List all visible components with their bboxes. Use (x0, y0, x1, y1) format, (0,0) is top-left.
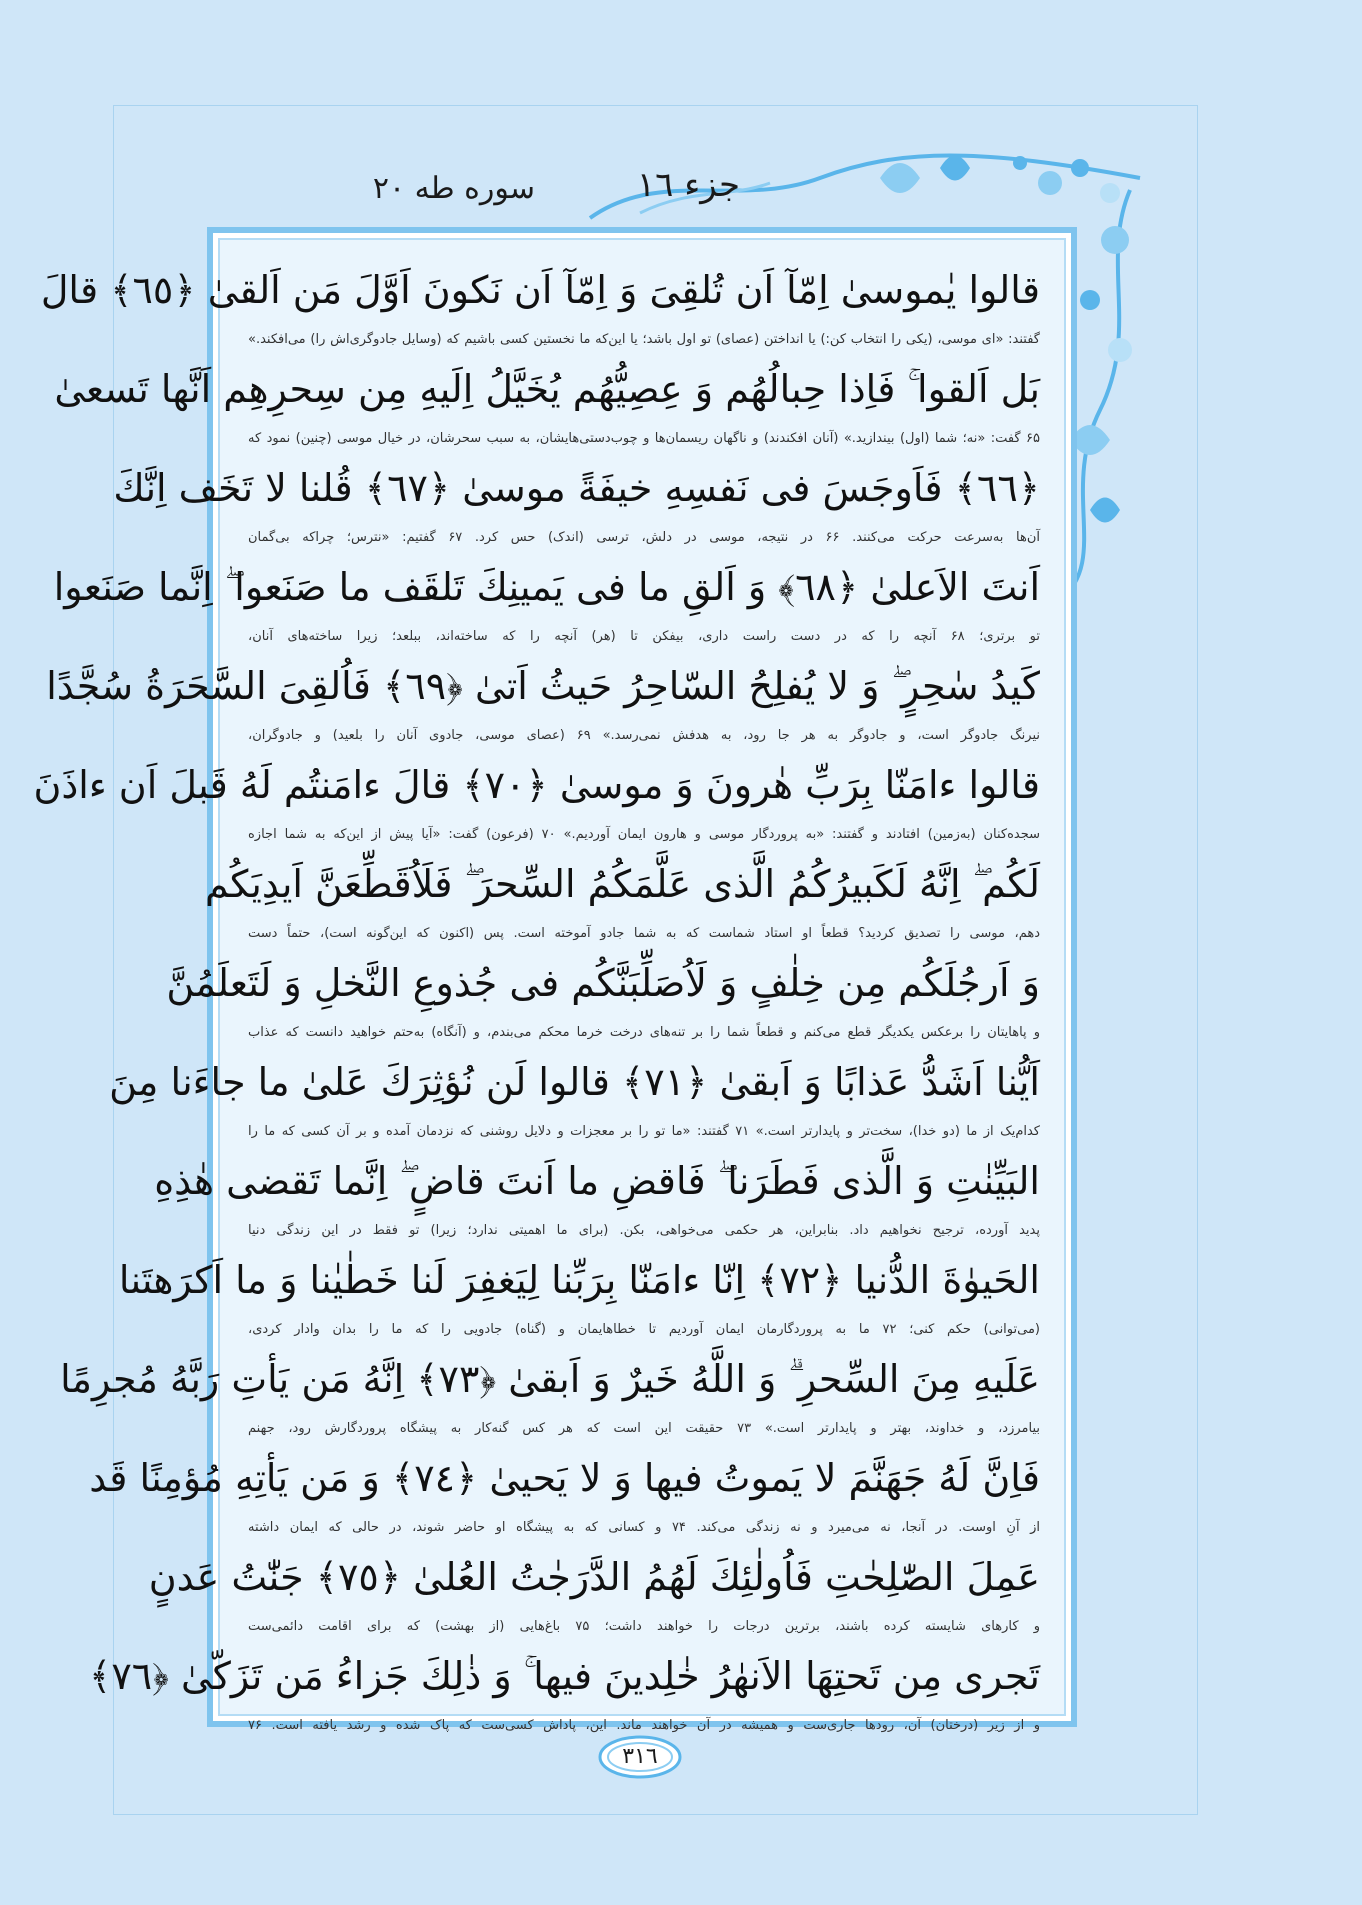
translation-text: از آنِ اوست. در آنجا، نه می‌میرد و نه زندگی می‌کند. ۷۴ و کسانی که به پیشگاه او حاضر شوند، در حالی که ایمان داشته (248, 1520, 1040, 1535)
translation-text: تو برتری؛ ۶۸ آنچه را که در دست راست داری، بیفکن تا (هر) آنچه را که ساخته‌اند، ببلعد؛ زیرا ساخته‌های آنان، (248, 629, 1040, 644)
verse-line (33, 757, 1040, 856)
translation-text: نیرنگ جادوگر است، و جادوگر به هر جا رود، به هدفش نمی‌رسد.» ۶۹ (عصای موسی، جادوی آنان را بلعید) و جادوگران، (248, 728, 1040, 743)
translation-text: بیامرزد، و خداوند، بهتر و پایدارتر است.» ۷۳ حقیقت این است که هر کس گنه‌کار به پیشگاه پروردگارش رود، جهنم (248, 1421, 1040, 1436)
arabic-text: اَيُّنا اَشَدُّ عَذابًا وَ اَبقىٰ ﴿٧١﴾ قالوا لَن نُؤثِرَكَ عَلىٰ ما جاءَنا مِنَ (109, 1060, 1040, 1104)
verse-line (89, 1648, 1040, 1747)
arabic-text: بَل اَلقوا ۚ فَاِذا حِبالُهُم وَ عِصِيُّهُم يُخَيَّلُ اِلَيهِ مِن سِحرِهِم اَنَّها تَسعىٰ (54, 367, 1040, 411)
translation-text: پدید آورده، ترجیح نخواهیم داد. بنابراین، هر حکمی می‌خواهی، بکن. (برای ما اهمیتی ندارد؛ زیرا) تو فقط در این زندگی دنیا (248, 1223, 1040, 1238)
arabic-text: البَيِّنٰتِ وَ الَّذى فَطَرَنا ۖ فَاقضِ ما اَنتَ قاضٍ ۖ اِنَّما تَقضى هٰذِهِ (154, 1159, 1040, 1203)
arabic-text: وَ اَرجُلَكُم مِن خِلٰفٍ وَ لَاُصَلِّبَنَّكُم فى جُذوعِ النَّخلِ وَ لَتَعلَمُنَّ (166, 961, 1040, 1005)
page-header (180, 165, 740, 215)
arabic-text: اَنتَ الاَعلىٰ ﴿٦٨﴾ وَ اَلقِ ما فى يَمينِكَ تَلقَف ما صَنَعوا ۖ اِنَّما صَنَعوا (53, 565, 1040, 609)
verse-line (40, 262, 1040, 361)
translation-text: کدام‌یک از ما (دو خدا)، سخت‌تر و پایدارتر است.» ۷۱ گفتند: «ما تو را بر معجزات و دلایل روشنی که نزدمان آمده و بر آن کسی که ما را (248, 1124, 1040, 1139)
verse-line (54, 361, 1040, 460)
verse-line (113, 460, 1040, 559)
verse-line (53, 559, 1040, 658)
verse-line (46, 658, 1040, 757)
translation-text: (می‌توانی) حکم کنی؛ ۷۲ ما به پروردگارمان ایمان آوردیم تا خطاهایمان و (گناه) جادویی را که ما را بدان وادار کردی، (248, 1322, 1040, 1337)
translation-text: و کارهای شایسته کرده باشند، برترین درجات را خواهند داشت؛ ۷۵ باغ‌هایی (از بهشت) که برای اقامت دائمی‌ست (248, 1619, 1040, 1634)
arabic-text: قالوا يٰموسىٰ اِمّآ اَن تُلقِىَ وَ اِمّآ اَن نَكونَ اَوَّلَ مَن اَلقىٰ ﴿٦٥﴾ قالَ (40, 268, 1040, 312)
arabic-text: عَلَيهِ مِنَ السِّحرِ ۗ وَ اللَّهُ خَيرٌ وَ اَبقىٰ ﴿٧٣﴾ اِنَّهُ مَن يَأتِ رَبَّهُ مُجرِمًا (60, 1357, 1040, 1401)
arabic-text: الحَيوٰةَ الدُّنيا ﴿٧٢﴾ اِنّا ءامَنّا بِرَبِّنا لِيَغفِرَ لَنا خَطٰيٰنا وَ ما اَكرَهتَنا (118, 1258, 1040, 1302)
translation-text: ۶۵ گفت: «نه؛ شما (اول) بیندازید.» (آنان افکندند) و ناگهان ریسمان‌ها و چوب‌دستی‌هایشان، به سبب سحرشان، در خیال موسی (چنین) نمود که (248, 431, 1040, 446)
verse-line (154, 1153, 1040, 1252)
arabic-text: عَمِلَ الصّٰلِحٰتِ فَاُولٰئِكَ لَهُمُ الدَّرَجٰتُ العُلىٰ ﴿٧٥﴾ جَنّٰتُ عَدنٍ (148, 1555, 1040, 1599)
translation-text: سجده‌کنان (به‌زمین) افتادند و گفتند: «به پروردگار موسی و هارون ایمان آوردیم.» ۷۰ (فرعون) گفت: «آیا پیش از این‌که به شما اجازه (248, 827, 1040, 842)
arabic-text: تَجرى مِن تَحتِهَا الاَنهٰرُ خٰلِدينَ فيها ۚ وَ ذٰلِكَ جَزاءُ مَن تَزَكّىٰ ﴿٧٦﴾ (89, 1654, 1040, 1698)
verse-line (205, 856, 1040, 955)
verse-line (89, 1450, 1040, 1549)
juz-label: جزء ١٦ (636, 165, 740, 205)
verse-line (148, 1549, 1040, 1648)
verse-line (166, 955, 1040, 1054)
verses-content (33, 262, 1040, 1747)
translation-text: و از زیر (درختان) آن، رودها جاری‌ست و همیشه در آن خواهند ماند. این، پاداش کسی‌ست که پاک شده و رشد یافته است. ۷۶ (248, 1718, 1040, 1733)
translation-text: دهم، موسی را تصدیق کردید؟ قطعاً او استاد شماست که به شما جادو آموخته است. پس (اکنون که این‌گونه است)، حتماً دست (248, 926, 1040, 941)
page-number: ٣١٦ (622, 1744, 658, 1769)
translation-text: و پاهایتان را برعکس یکدیگر قطع می‌کنم و قطعاً شما را بر تنه‌های درخت خرما محکم می‌بندم، و (آنگاه) به‌حتم خواهید دانست که عذاب (248, 1025, 1040, 1040)
arabic-text: كَيدُ سٰحِرٍ ۖ وَ لا يُفلِحُ السّاحِرُ حَيثُ اَتىٰ ﴿٦٩﴾ فَاُلقِىَ السَّحَرَةُ سُجَّدًا (46, 664, 1040, 708)
translation-text: آن‌ها به‌سرعت حرکت می‌کنند. ۶۶ در نتیجه، موسی در دلش، ترسی (اندک) حس کرد. ۶۷ گفتیم: «نترس؛ چراکه بی‌گمان (248, 530, 1040, 545)
verse-line (109, 1054, 1040, 1153)
surah-label: سوره طه ٢٠ (372, 171, 535, 206)
verse-line (60, 1351, 1040, 1450)
translation-text: گفتند: «ای موسی، (یکی را انتخاب کن:) یا انداختن (عصای) تو اول باشد؛ یا این‌که ما نخستین کسی باشیم که (وسایل جادوگری‌اش را) می‌افکند.» (248, 332, 1040, 347)
arabic-text: ﴿٦٦﴾ فَاَوجَسَ فى نَفسِهِ خيفَةً موسىٰ ﴿٦٧﴾ قُلنا لا تَخَف اِنَّكَ (113, 466, 1040, 510)
verse-line (118, 1252, 1040, 1351)
arabic-text: فَاِنَّ لَهُ جَهَنَّمَ لا يَموتُ فيها وَ لا يَحيىٰ ﴿٧٤﴾ وَ مَن يَأتِهِ مُؤمِنًا قَد (89, 1456, 1040, 1500)
arabic-text: قالوا ءامَنّا بِرَبِّ هٰرونَ وَ موسىٰ ﴿٧٠﴾ قالَ ءامَنتُم لَهُ قَبلَ اَن ءاذَنَ (33, 763, 1040, 807)
arabic-text: لَكُم ۖ اِنَّهُ لَكَبيرُكُمُ الَّذى عَلَّمَكُمُ السِّحرَ ۖ فَلَاُقَطِّعَنَّ اَيدِيَكُم (205, 862, 1040, 906)
